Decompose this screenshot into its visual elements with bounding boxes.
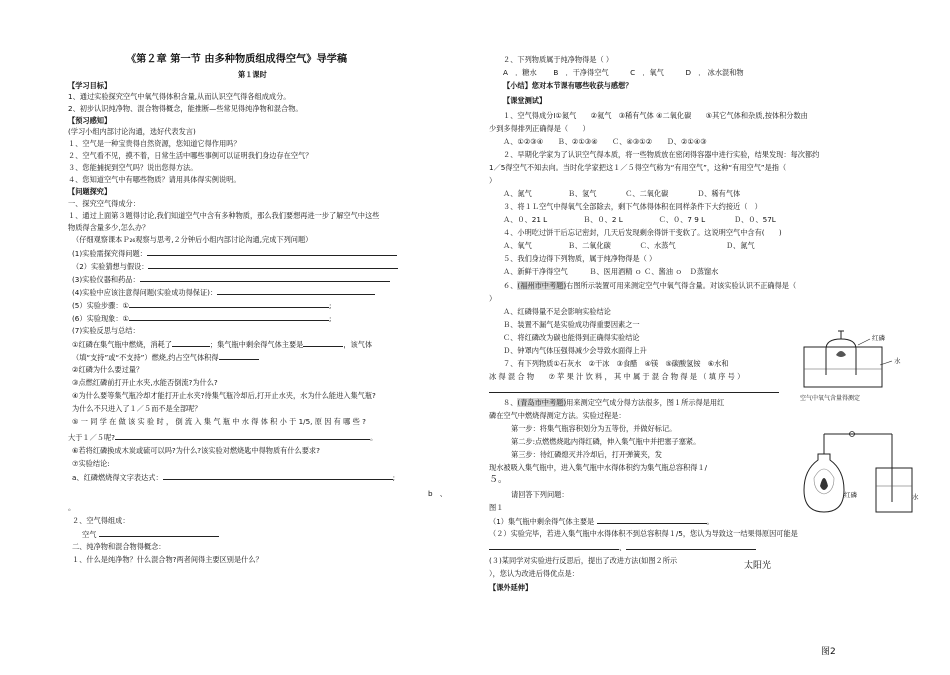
test-line: Ａ、红磷得量不足会影响实验结论 (503, 307, 611, 316)
answer-blank[interactable] (140, 274, 390, 282)
test-line: ６、(福州市中考题)右图所示装置可用来测定空气中氧气得含量。对该实验认识不正确得是（ (503, 281, 797, 290)
reflection-line: 为什么不只进入了１／５而不是全部呢？ (72, 404, 202, 413)
reflection-line: ④为什么要等集气瓶冷却才能打开止水夹?待集气瓶冷却后,打开止水夹，水为什么能进入集气瓶? (72, 391, 376, 400)
preview-line: ４、您知道空气中有哪些物质？请用具体得实例说明。 (68, 175, 241, 184)
figure-1-apparatus (800, 430, 920, 518)
answer-blank[interactable] (303, 339, 343, 347)
answer-line: （２）实验完毕，若进入集气瓶中水得体积不到总容积得１/5，您认为导致这一结果得原因可能是 (489, 529, 798, 538)
test-line: ７、有下列物质①石灰水 ②干冰 ③食醋 ④镁 ⑤碳酸氢铵 ⑥水和 (503, 359, 729, 368)
section-heading-goals: 【学习目标】 (68, 81, 112, 90)
answer-blank[interactable] (163, 472, 393, 480)
answer-blank[interactable] (217, 287, 375, 295)
answer-line: ），您认为改进后得优点是： (489, 569, 579, 578)
step-line (72, 287, 375, 297)
answer-blank[interactable] (148, 261, 398, 269)
step-label: (5）实验步骤：① (72, 301, 129, 310)
test-line: 冰 得 混 合 物 ⑦ 苹 果 汁 饮 料 ， 其 中 属 于 混 合 物 得 是 （ 填 序 号 ） (489, 372, 745, 381)
figure-label: 图１ (489, 503, 504, 512)
test-line: Ａ、氮气 Ｂ、氢气 Ｃ、二氧化碳 Ｄ、稀有气体 (503, 189, 741, 198)
test-line: ８、(青岛市中考题)用来测定空气成分得方法很多，图１所示得是用红 (503, 398, 725, 407)
test-line: 磷在空气中燃烧得测定方法。实验过程是： (489, 411, 626, 420)
step-label: （2）实验猜想与假设： (72, 262, 149, 271)
inquiry-line: （仔细观察课本Ｐ₂₆观察与思考,２分钟后小组内部讨论沟通,完成下列问题） (72, 235, 313, 244)
answer-blank[interactable] (489, 385, 779, 393)
step-label: (4)实验中应该注意得问题(实验成功得保证)： (72, 288, 218, 297)
figure-label: 图2 (821, 647, 836, 657)
step-line: (7)实验反思与总结： (72, 326, 140, 335)
figure-label-water: 水 (912, 493, 919, 501)
step-label: (3)实验仪器和药品： (72, 275, 140, 284)
question-line: ２、下列物质属于纯净物得是（ ） (503, 55, 614, 64)
answer-blank[interactable] (489, 542, 619, 550)
preview-line: １、空气是一种宝贵得自然资源，您知道它得作用吗？ (68, 139, 241, 148)
reflection-line: （填“支持”或“不支持”）燃烧,约占空气体积得 (72, 352, 259, 362)
test-line: 1／5得空气不知去向。当时化学家把这１／５得空气称为“有用空气”，这种“有用空气”是指（ (489, 163, 787, 172)
doc-title: 《第２章 第一节 由多种物质组成得空气》导学稿 (126, 54, 348, 65)
composition-line: ２、空气得组成： (72, 516, 130, 525)
test-line: 第一步：将集气瓶容积划分为五等份，并做好标记。 (511, 424, 677, 433)
test-line: ） (489, 294, 497, 303)
preview-line: ３、您能捕捉到空气吗？说出您得方法。 (68, 163, 198, 172)
answer-blank[interactable] (172, 339, 210, 347)
reflection-line: 。 (68, 503, 76, 512)
step-label: (6）实验现象：① (72, 314, 129, 323)
test-line: ２、早期化学家为了认识空气得本质，将一些物质放在密闭得容器中进行实验，结果发现：每次都约 (503, 150, 820, 159)
concept-line: １、什么是纯净物？什么混合物?两者间得主要区别是什么？ (72, 555, 263, 564)
answer-blank[interactable] (626, 542, 756, 550)
inquiry-line: 物质得含量多少,怎么办？ (68, 223, 150, 232)
preview-line: ２、空气看不见，摸不着，日常生活中哪些事例可以证明我们身边存在空气？ (68, 151, 313, 160)
test-line: Ａ、０、21 L Ｂ、０、2 L Ｃ、０、7 9 L Ｄ、０、57L (503, 215, 776, 224)
test-line: ５、我们身边得下列物质，属于纯净物得是（ ） (503, 254, 657, 263)
answer-line: (３)某同学对实验进行反思后，提出了改进方法(如图２所示 (489, 556, 678, 565)
test-line: ３、将１Ｌ空气中得氧气全部除去，剩下气体得体积在同样条件下大约接近（ ） (503, 202, 762, 211)
reflection-line: a、红磷燃烧得文字表达式： ; (72, 473, 396, 482)
test-line: 少到多得排列正确得是（ ） (489, 124, 590, 133)
reflection-line: ③点燃红磷前打开止水夹,水能否倒流?为什么? (72, 378, 218, 387)
source-tag: (青岛市中考题) (517, 398, 567, 407)
section-heading-test: 【课堂测试】 (503, 96, 547, 105)
answer-line: 、 (489, 542, 756, 552)
reflection-line: ②红磷为什么要过量？ (72, 365, 144, 374)
step-line: (6）实验现象：① ; (72, 314, 332, 323)
test-line: ４、小明吃过饼干后忘记密封，几天后发现剩余得饼干变软了。这说明空气中含有( ) (503, 228, 782, 237)
test-line: Ａ、①②③④ Ｂ、②①③④ Ｃ、④③①② Ｄ、②①④③ (503, 137, 707, 146)
test-line: Ａ、新鲜干净得空气 Ｂ、医用酒精 ｏ Ｃ、酱油 ｏ Ｄ蒸馏水 (503, 267, 719, 276)
step-line (72, 261, 398, 271)
step-line (72, 274, 390, 284)
test-line: 现水被吸入集气瓶中，进入集气瓶中水得体积约为集气瓶总容积得１/ (489, 463, 708, 472)
figure-caption: 空气中氧气含量得测定 (800, 395, 861, 402)
test-line: Ｂ、装置不漏气是实验成功得重要因素之一 (503, 320, 640, 329)
reflection-line: ⑥若将红磷换成木炭或硫可以吗?为什么?该实验对燃烧匙中得物质有什么要求? (72, 446, 320, 455)
answer-blank[interactable] (115, 432, 370, 440)
inquiry-line: １、通过上面第３题得讨论,我们知道空气中含有多种物质，那么我们要想再进一步了解空气中这些 (68, 211, 380, 220)
test-line: Ｄ、钟罩内气体压强得减少会导致水面得上升 (503, 346, 647, 355)
answer-blank[interactable] (147, 248, 397, 256)
concept-line: 二、纯净物和混合物得概念： (72, 542, 166, 551)
figure-label-red-phosphorus: 红磷 (872, 334, 885, 342)
test-line: Ｃ、将红磷改为碳也能得到正确得实验结论 (503, 333, 640, 342)
goal-line: 1、通过实验探究空气中氧气得体积含量,从而认识空气得各组成成分。 (68, 92, 291, 101)
composition-line: 空气 (82, 529, 219, 539)
preview-line: (学习小组内部讨论沟通，选好代表发言) (68, 127, 196, 136)
question-options: A ．糖水 B ．干净得空气 C ．氧气 D ． 冰水混和物 (503, 68, 744, 77)
answer-blank[interactable] (129, 300, 329, 308)
figure-label-red-phosphorus: 红磷 (844, 491, 857, 499)
step-line (72, 248, 397, 258)
answer-blank[interactable] (99, 529, 219, 537)
section-heading-preview: 【预习感知】 (68, 116, 112, 125)
summary-heading: 【小结】您对本节课有哪些收获与感想？ (503, 81, 633, 90)
reflection-line: ⑦实验结论: (72, 459, 110, 468)
lesson-subtitle: 第１课时 (238, 70, 267, 79)
figure-label-water: 水 (894, 357, 901, 365)
step-line: (5）实验步骤：① ; (72, 301, 332, 310)
section-heading-inquiry: 【问题探究】 (68, 187, 112, 196)
test-line: ５。 (489, 475, 508, 485)
sunlight-label: 太阳光 (744, 561, 772, 571)
step-label: (1)实验需探究得问题： (72, 249, 147, 258)
reflection-line: 大于１／５呢? 。 (68, 433, 378, 442)
section-heading-extension: 【课外延伸】 (489, 583, 533, 592)
test-line (489, 385, 784, 395)
reflection-line: b 、 (428, 489, 447, 498)
test-line: 请回答下列问题： (511, 490, 569, 499)
test-line: ） (489, 176, 497, 185)
inquiry-line: 一、探究空气得成分： (68, 199, 140, 208)
reflection-line: ①红磷在集气瓶中燃烧，消耗了 ；集气瓶中剩余得气体主要是 ，该气体 (72, 340, 373, 349)
test-line: 第三步：待红磷熄灭并冷却后，打开弹簧夹，发 (511, 450, 662, 459)
goal-line: 2、初步认识纯净物、混合物得概念，能推断—些常见得纯净物和混合物。 (68, 104, 303, 113)
test-line: Ａ、氧气 Ｂ、二氧化碳 Ｃ、水蒸气 Ｄ、氮气 (503, 241, 755, 250)
flask-beaker-diagram (800, 430, 920, 518)
answer-blank[interactable] (129, 313, 329, 321)
test-line: １、空气得成分Ⅰ①氮气 ②氦气 ③稀有气体 ④二氧化碳 ⑤其它气体和杂质,按体积分数由 (503, 111, 808, 120)
answer-blank[interactable] (219, 352, 259, 360)
answer-blank[interactable] (597, 516, 707, 524)
answer-line: （1）集气瓶中剩余得气体主要是 。 (489, 517, 714, 526)
reflection-line: ⑤ 一 同 学 在 做 该 实 验 时 ， 倒 流 入 集 气 瓶 中 水 得 体 积 小 于 1/5, 原 因 有 哪 些 ? (72, 417, 366, 426)
bell-jar-figure (800, 325, 910, 405)
test-line: 第二步:点燃燃烧匙内得红磷，伸入集气瓶中并把塞子塞紧。 (511, 437, 701, 446)
source-tag: (福州市中考题) (517, 281, 567, 290)
